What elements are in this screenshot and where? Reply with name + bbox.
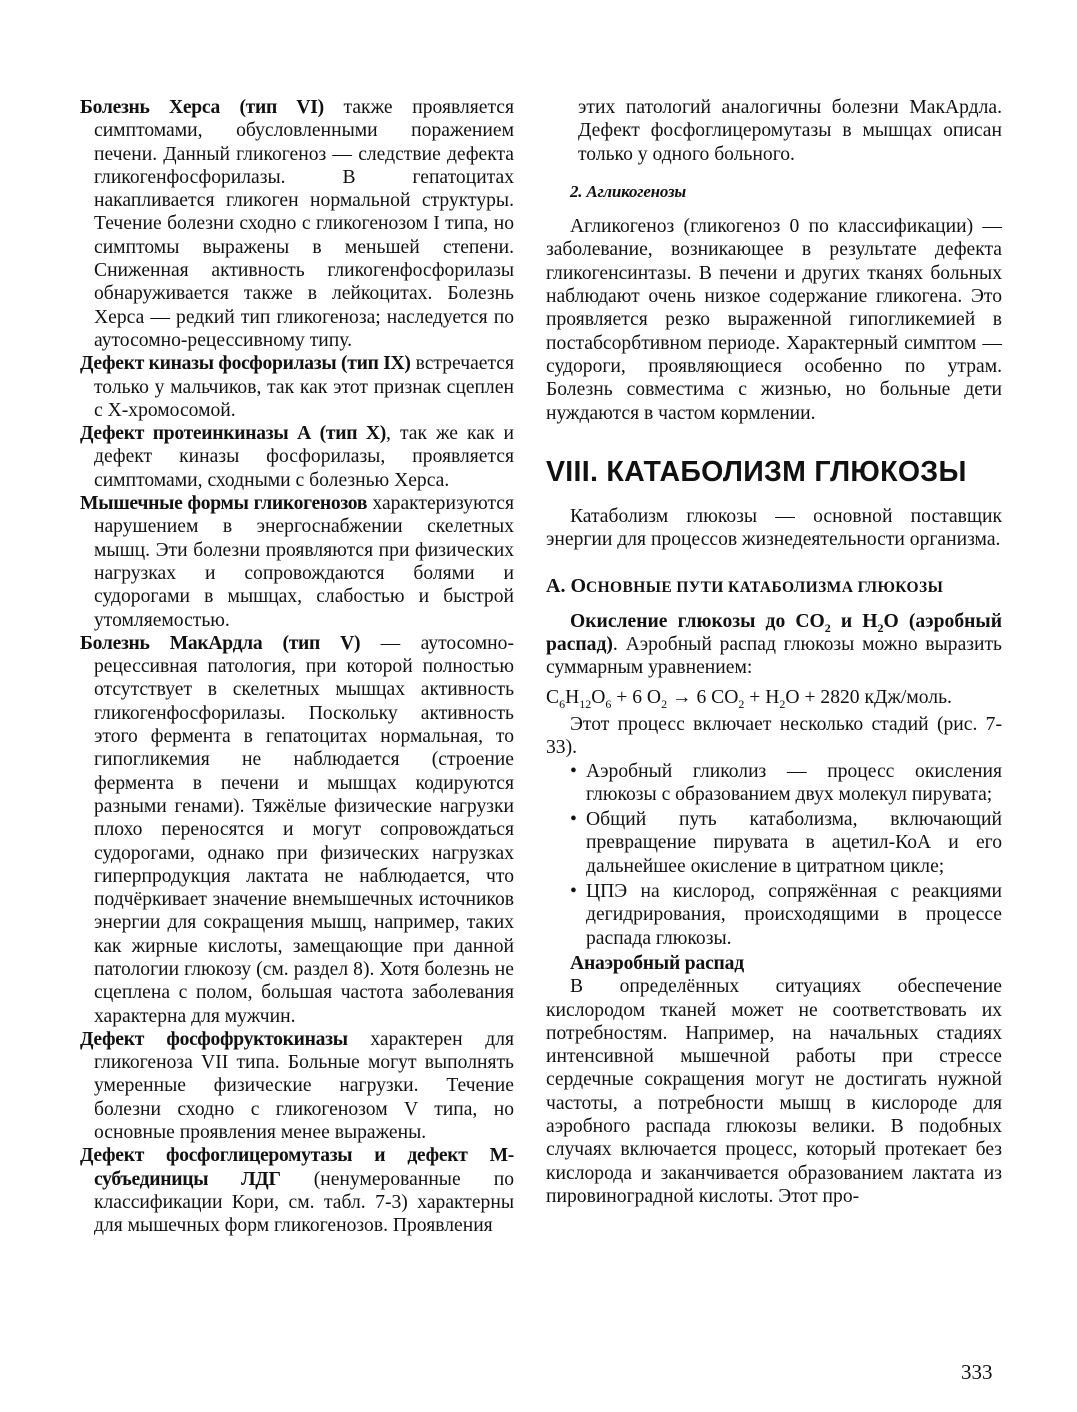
stages-list [546, 760, 1002, 950]
subheading-aglycogenoses: 2. Агликогенозы [570, 181, 687, 201]
list-item [546, 880, 1002, 950]
term-muscle: Мышечные формы гликогенозов [80, 493, 368, 515]
entry-muscle [80, 492, 514, 632]
formula-tail: O + 2820 кДж/моль. [785, 686, 952, 708]
formula-mid1-sub: 2 [661, 696, 668, 711]
aerobic-term-a: Окисление глюкозы до CO [570, 610, 825, 632]
text-hers-b: симптомами, обусловленными поражением печени. Данный гликогеноз — следствие дефекта гликогенфосфорилазы. В гепатоцитах накапливается гликоген нормальной структуры. Течение болезни сходно с гликогенозом I типа, но симптомы выражены в меньшей степени. Сниженная активность гликогенфосфорилазы обнаруживается также в лейкоцитах. Болезнь Херса — редкий тип гликогеноза; наследуется по аутосомно-рецессивному типу. [94, 120, 514, 351]
chapter-intro: Катаболизм глюкозы — основной поставщик энергии для процессов жизнедеятельности организма. [546, 505, 1002, 551]
aerobic-term-c: O (аэробный распад) [546, 610, 1002, 656]
entry-mcardle [80, 632, 514, 1028]
left-column [80, 96, 514, 1238]
formula-c: C [546, 686, 560, 708]
anaerobic-text: В определённых ситуациях обеспечение кислородом тканей может не соответствовать их потребностям. Например, на начальных стадиях интенсивной мышечной работы при стрессе сердечные сокращения могут не достигать нужной частоты, а потребности мышц в кислороде для аэробного распада глюкозы велики. В подобных случаях включается процесс, который протекает без кислорода и заканчивается образованием лактата из пировиноградной кислоты. Этот про- [546, 976, 1002, 1207]
bullet-text-glycolysis: Аэробный гликолиз — процесс окисления глюкозы с образованием двух молекул пирувата; [586, 760, 1002, 805]
stages-intro: Этот процесс включает несколько стадий (рис. 7-33). [546, 713, 1002, 759]
aglycogenosis-text: Агликогеноз (гликогеноз 0 по классификации) — заболевание, возникающее в результате дефекта гликогенсинтазы. В печени и других тканях больных наблюдают очень низкое содержание гликогена. Это проявляется резко выраженной гипогликемией в постабсорбтивном периоде. Характерный симптом — судороги, проявляющиеся особенно по утрам. Болезнь совместима с жизнью, но больные дети нуждаются в частом кормлении. [546, 216, 1002, 424]
formula-mid3-sub: 2 [779, 696, 786, 711]
formula-o: O [591, 686, 606, 708]
aerobic-term-b: и H [830, 610, 878, 632]
entry-pgm [80, 1144, 514, 1237]
continuation-text: этих патологий аналогичны болезни МакАрдла. Дефект фосфоглицеромутазы в мышцах описан только у одного больного. [578, 97, 1002, 165]
bullet-icon: • [570, 809, 577, 831]
term-pka: Дефект протеинкиназы А (тип X) [80, 423, 387, 445]
text-pgm: (ненумерованные по классификации Кори, см. табл. 7-3) характерны для мышечных форм гликогенозов. Проявления [94, 1168, 515, 1237]
term-hers: Болезнь Херса (тип VI) [80, 97, 324, 118]
formula-mid2-sub: 2 [738, 696, 745, 711]
list-item [546, 760, 1002, 807]
formula-o-sub: 6 [605, 696, 612, 711]
term-pgm: Дефект фосфоглицеромутазы и дефект М-субъединицы ЛДГ [80, 1145, 514, 1190]
chapter-title: VIII. КАТАБОЛИЗМ ГЛЮКОЗЫ [546, 455, 967, 488]
list-item [546, 808, 1002, 878]
anaerobic-heading: Анаэробный распад [570, 952, 744, 974]
text-mcardle: — аутосомно-рецессивная патология, при которой полностью отсутствует в скелетных мышцах активность гликогенфосфорилазы. Поскольку активность этого фермента в гепатоцитах нормальная, то гипогликемия не наблюдается (строение фермента в печени и мышцах кодируются разными генами). Тяжёлые физические нагрузки плохо переносятся и могут сопровождаться судорогами, однако при физических нагрузках гиперпродукция лактата не наблюдается, что подчёркивает значение внемышечных источников энергии для сокращения мышц, например, таких как жирные кислоты, замещающие при данной патологии глюкозу (см. раздел 8). Хотя болезнь не сцеплена с полом, большая частота заболевания характерна для мужчин. [94, 632, 514, 1027]
term-kinase: Дефект киназы фосфорилазы (тип IX) [80, 353, 411, 375]
text-pfk: характерен для гликогеноза VII типа. Больные могут выполнять умеренные физические нагрузки. Течение болезни сходно с гликогенозом V типа, но основные проявления менее выражены. [94, 1028, 514, 1144]
text-hers-a: также проявляется [343, 97, 514, 118]
page-number: 333 [961, 1360, 993, 1384]
aerobic-text: . Аэробный распад глюкозы можно выразить суммарным уравнением: [546, 634, 1002, 679]
term-pfk: Дефект фосфофруктокиназы [80, 1028, 348, 1050]
aerobic-lead [546, 610, 1002, 680]
bullet-icon: • [570, 881, 577, 903]
aerobic-term-sub-a: 2 [824, 620, 831, 635]
section-title [546, 575, 1002, 599]
entry-pfk [80, 1028, 514, 1144]
bullet-text-common-path: Общий путь катаболизма, включающий превращение пирувата в ацетил-КоА и его дальнейшее окисление в цитратном цикле; [586, 809, 1002, 877]
entry-hers [80, 96, 514, 352]
bullet-icon: • [570, 760, 577, 782]
formula-mid3: + H [744, 686, 780, 708]
text-muscle: характеризуются нарушением в энергоснабжении скелетных мышц. Эти болезни проявляются при физических нагрузках и сопровождаются болями и судорогами в мышцах, слабостью и быстрой утомляемостью. [94, 493, 514, 631]
term-mcardle: Болезнь МакАрдла (тип V) [80, 632, 361, 654]
right-column [546, 96, 1002, 1208]
formula-mid1: + 6 O [611, 686, 662, 708]
formula-c-sub: 6 [559, 696, 566, 711]
formula-mid2: → 6 CO [667, 686, 739, 708]
aerobic-term-sub-b: 2 [877, 620, 884, 635]
text-pka: , так же как и дефект киназы фосфорилазы, проявляется симптомами, сходными с болезнью Херса. [94, 423, 514, 491]
formula-h: H [565, 686, 580, 708]
entry-kinase [80, 352, 514, 422]
formula-h-sub: 12 [579, 696, 592, 711]
glucose-oxidation-formula [546, 686, 1002, 709]
entry-pka [80, 422, 514, 492]
section-letter: А. О [546, 575, 586, 598]
bullet-text-etc: ЦПЭ на кислород, сопряжённая с реакциями дегидрирования, происходящими в процессе распада глюкозы. [586, 881, 1002, 949]
section-title-rest: СНОВНЫЕ ПУТИ КАТАБОЛИЗМА ГЛЮКОЗЫ [586, 579, 944, 597]
text-kinase: встречается только у мальчиков, так как этот признак сцеплен с Х-хромосомой. [94, 353, 514, 421]
